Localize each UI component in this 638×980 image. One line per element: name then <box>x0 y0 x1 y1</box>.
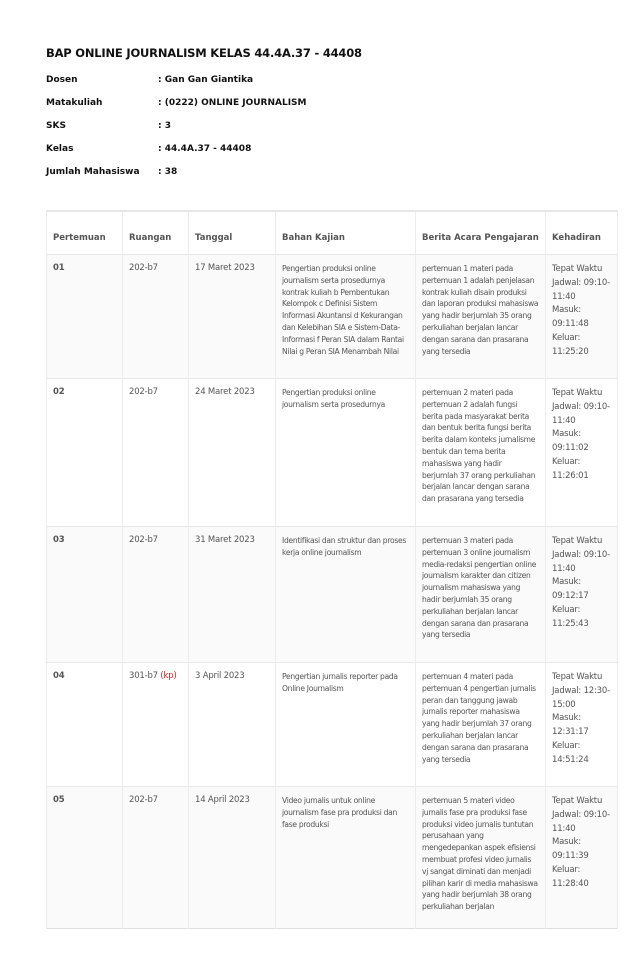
room-code: 301-b7 <box>129 671 158 681</box>
cell-ruangan <box>123 255 189 379</box>
table-row <box>47 255 618 379</box>
attendance-status: Tepat Waktu <box>552 536 603 546</box>
table-row <box>47 663 618 787</box>
cell-kehadiran <box>546 787 618 929</box>
cell-tanggal: 24 Maret 2023 <box>189 379 276 527</box>
cell-tanggal: 3 April 2023 <box>189 663 276 787</box>
room-code: 202-b7 <box>129 795 158 805</box>
attendance-masuk: Masuk: 12:31:17 <box>552 713 589 738</box>
cell-tanggal: 17 Maret 2023 <box>189 255 276 379</box>
cell-berita-acara: pertemuan 2 materi pada pertemuan 2 adalah fungsi berita pada masyarakat berita dan bentuk berita fungsi berita berita dalam konteks jurnalisme bentuk dan tema berita mahasiswa yang hadir berjumlah 37 orang perkuliahan berjalan lancar dengan sarana dan prasarana yang tersedia <box>416 379 546 527</box>
info-value: : 3 <box>158 121 171 131</box>
cell-tanggal: 31 Maret 2023 <box>189 527 276 663</box>
room-code: 202-b7 <box>129 535 158 545</box>
info-label: Dosen <box>46 75 78 85</box>
attendance-masuk: Masuk: 09:11:39 <box>552 837 589 862</box>
cell-kehadiran <box>546 527 618 663</box>
info-value: : 44.4A.37 - 44408 <box>158 144 252 154</box>
attendance-status: Tepat Waktu <box>552 796 603 806</box>
cell-kehadiran <box>546 255 618 379</box>
room-code: 202-b7 <box>129 387 158 397</box>
attendance-status: Tepat Waktu <box>552 672 603 682</box>
attendance-jadwal: Jadwal: 09:10-11:40 <box>552 401 610 426</box>
attendance-keluar: Keluar: 11:25:20 <box>552 332 589 357</box>
info-label: Matakuliah <box>46 98 103 108</box>
cell-bahan-kajian: Video jurnalis untuk online journalism fase pra produksi dan fase produksi <box>276 787 416 929</box>
cell-bahan-kajian: Identifikasi dan struktur dan proses kerja online journalism <box>276 527 416 663</box>
cell-ruangan <box>123 527 189 663</box>
attendance-status: Tepat Waktu <box>552 264 603 274</box>
cell-tanggal: 14 April 2023 <box>189 787 276 929</box>
info-label: Jumlah Mahasiswa <box>46 167 140 177</box>
cell-pertemuan: 02 <box>47 379 123 527</box>
attendance-jadwal: Jadwal: 12:30-15:00 <box>552 685 610 710</box>
header-ruangan: Ruangan <box>123 211 189 255</box>
attendance-jadwal: Jadwal: 09:10-11:40 <box>552 809 610 834</box>
attendance-masuk: Masuk: 09:11:48 <box>552 305 589 330</box>
cell-bahan-kajian: Pengertian produksi online journalism serta prosedurnya <box>276 379 416 527</box>
attendance-jadwal: Jadwal: 09:10-11:40 <box>552 277 610 302</box>
attendance-masuk: Masuk: 09:11:02 <box>552 429 589 454</box>
table-row <box>47 787 618 929</box>
attendance-keluar: Keluar: 11:28:40 <box>552 864 589 889</box>
cell-berita-acara: pertemuan 1 materi pada pertemuan 1 adalah penjelasan kontrak kuliah disain produksi dan laporan produksi mahasiswa yang hadir berjumlah 35 orang perkuliahan berjalan lancar dengan sarana dan prasarana yang tersedia <box>416 255 546 379</box>
info-value: : (0222) ONLINE JOURNALISM <box>158 98 307 108</box>
bap-table <box>46 210 618 929</box>
attendance-masuk: Masuk: 09:12:17 <box>552 577 589 602</box>
attendance-keluar: Keluar: 14:51:24 <box>552 740 589 765</box>
cell-bahan-kajian: Pengertian jurnalis reporter pada Online Journalism <box>276 663 416 787</box>
attendance-keluar: Keluar: 11:26:01 <box>552 456 589 481</box>
cell-pertemuan: 05 <box>47 787 123 929</box>
attendance-keluar: Keluar: 11:25:43 <box>552 604 589 629</box>
attendance-status: Tepat Waktu <box>552 388 603 398</box>
cell-pertemuan: 01 <box>47 255 123 379</box>
table-row <box>47 379 618 527</box>
cell-pertemuan: 03 <box>47 527 123 663</box>
cell-berita-acara: pertemuan 3 materi pada pertemuan 3 online journalism media-redaksi pengertian online journalism karakter dan citizen journalism mahasiswa yang hadir berjumlah 35 orang perkuliahan berjalan lancar dengan sarana dan prasarana yang tersedia <box>416 527 546 663</box>
document-title: BAP ONLINE JOURNALISM KELAS 44.4A.37 - 44408 <box>46 46 362 60</box>
header-kehadiran: Kehadiran <box>546 211 618 255</box>
info-value: : 38 <box>158 167 178 177</box>
cell-berita-acara: pertemuan 5 materi video jurnalis fase pra produksi fase produksi video jurnalis tuntutan perusahaan yang mengedepankan aspek efisiensi membuat profesi video jurnalis vj sangat diminati dan menjadi pilihan karir di media mahasiswa yang hadir berjumlah 38 orang perkuliahan berjalan <box>416 787 546 929</box>
cell-ruangan <box>123 379 189 527</box>
header-tanggal: Tanggal <box>189 211 276 255</box>
cell-bahan-kajian: Pengertian produksi online journalism serta prosedurnya kontrak kuliah b Pembentukan Kelompok c Definisi Sistem Informasi Akuntansi d Kekurangan dan Kelebihan SIA e Sistem-Data-Informasi f Peran SIA dalam Rantai Nilai g Peran SIA Menambah Nilai <box>276 255 416 379</box>
info-value: : Gan Gan Giantika <box>158 75 254 85</box>
cell-pertemuan: 04 <box>47 663 123 787</box>
info-label: SKS <box>46 121 66 131</box>
room-tag-kp: (kp) <box>160 671 177 681</box>
cell-kehadiran <box>546 379 618 527</box>
header-bahan-kajian: Bahan Kajian <box>276 211 416 255</box>
cell-ruangan <box>123 663 189 787</box>
attendance-jadwal: Jadwal: 09:10-11:40 <box>552 549 610 574</box>
room-code: 202-b7 <box>129 263 158 273</box>
cell-ruangan <box>123 787 189 929</box>
header-berita-acara: Berita Acara Pengajaran <box>416 211 546 255</box>
table-row <box>47 527 618 663</box>
cell-berita-acara: pertemuan 4 materi pada pertemuan 4 pengertian jurnalis peran dan tanggung jawab jurnalis reporter mahasiswa yang hadir berjumlah 37 orang perkuliahan berjalan lancar dengan sarana dan prasarana yang tersedia <box>416 663 546 787</box>
cell-kehadiran <box>546 663 618 787</box>
header-pertemuan: Pertemuan <box>47 211 123 255</box>
info-label: Kelas <box>46 144 74 154</box>
table-header-row <box>47 211 618 255</box>
